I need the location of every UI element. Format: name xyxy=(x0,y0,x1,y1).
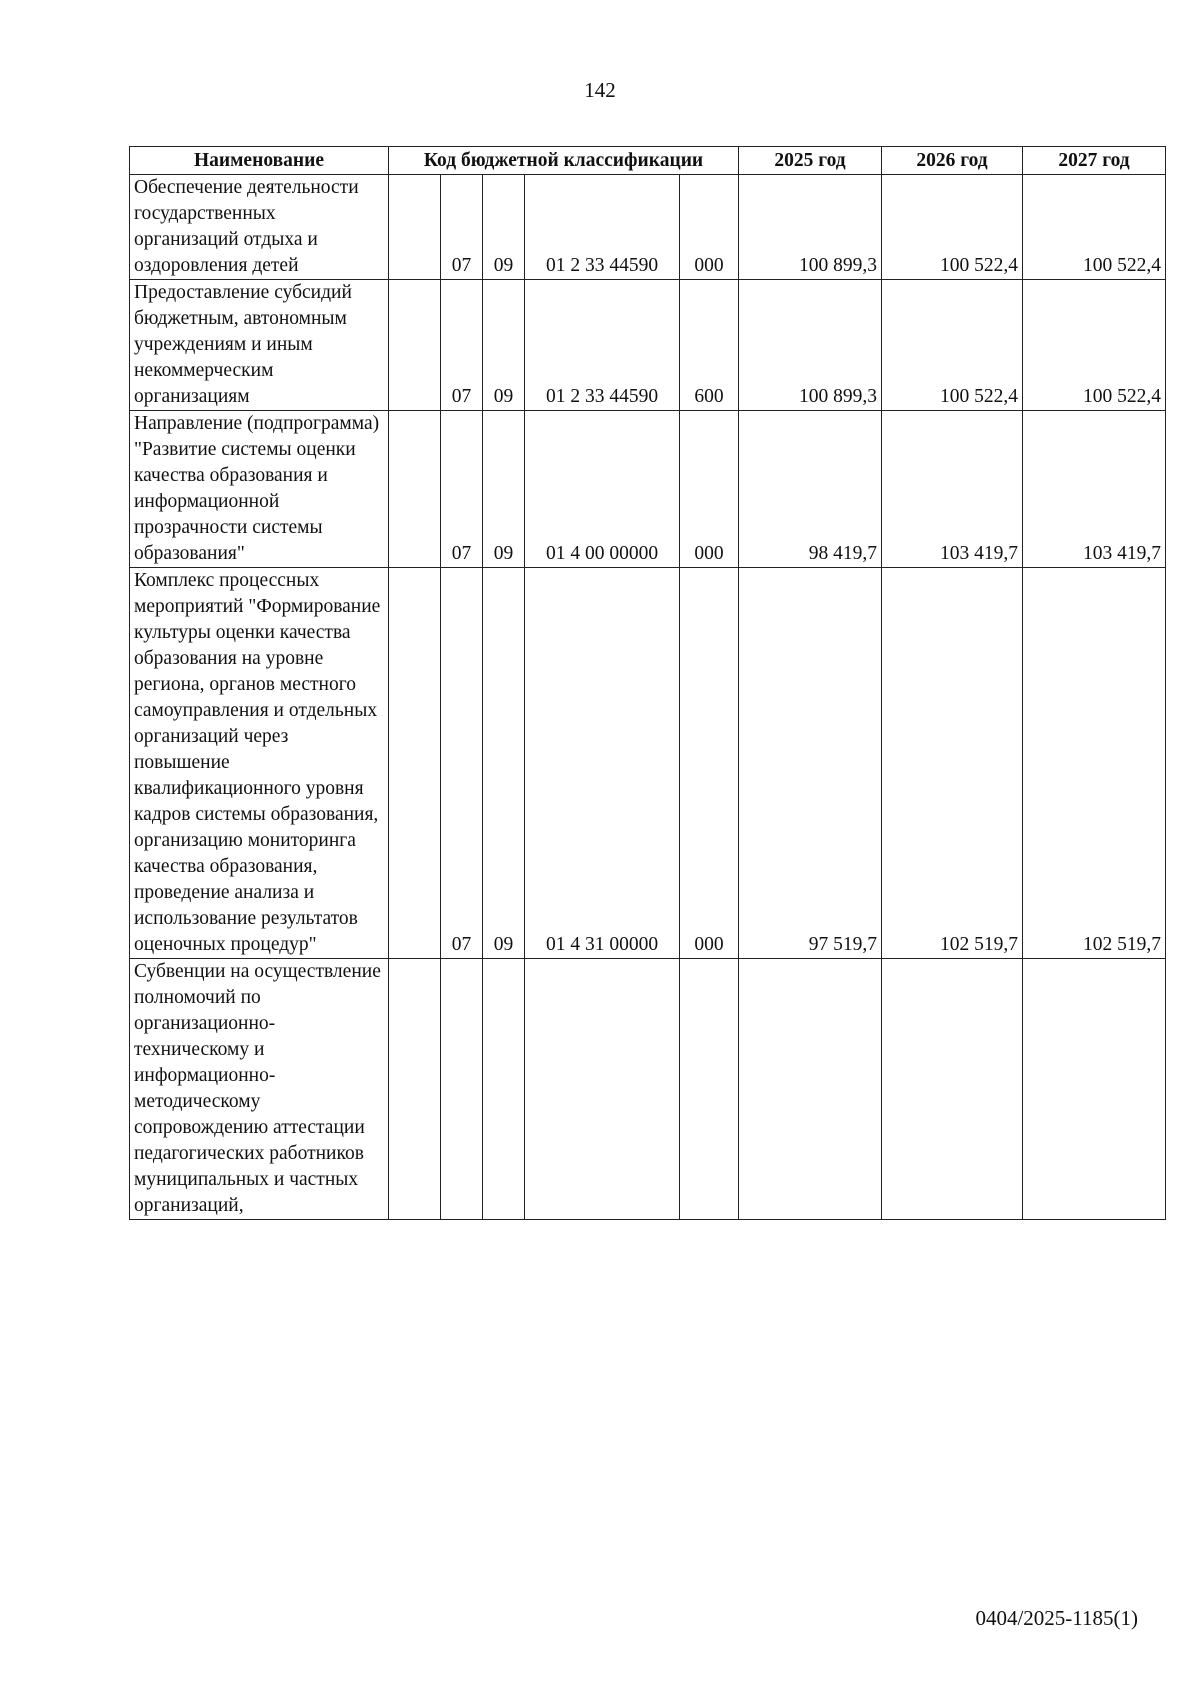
value-2026: 103 419,7 xyxy=(882,411,1023,568)
header-2025: 2025 год xyxy=(739,147,882,175)
document-code: 0404/2025-1185(1) xyxy=(975,1606,1138,1630)
code-subsection: 09 xyxy=(483,568,525,959)
code-part-0 xyxy=(389,568,441,959)
value-2026 xyxy=(882,959,1023,1220)
code-section: 07 xyxy=(441,568,483,959)
code-section: 07 xyxy=(441,280,483,411)
value-2026: 100 522,4 xyxy=(882,175,1023,280)
row-name: Комплекс процессных мероприятий "Формирование культуры оценки качества образования на уровне региона, органов местного самоуправления и отдельных организаций через повышение квалификационного уровня кадров системы образования, организацию мониторинга качества образования, проведение анализа и использование результатов оценочных процедур" xyxy=(130,568,389,959)
header-2027: 2027 год xyxy=(1023,147,1166,175)
code-subsection xyxy=(483,959,525,1220)
code-part-0 xyxy=(389,175,441,280)
code-expense-type xyxy=(680,959,739,1220)
value-2027: 100 522,4 xyxy=(1023,175,1166,280)
header-name: Наименование xyxy=(130,147,389,175)
value-2027: 102 519,7 xyxy=(1023,568,1166,959)
code-part-0 xyxy=(389,280,441,411)
header-2026: 2026 год xyxy=(882,147,1023,175)
code-target-article: 01 2 33 44590 xyxy=(525,175,680,280)
value-2026: 100 522,4 xyxy=(882,280,1023,411)
table-row xyxy=(130,568,1166,959)
value-2027: 100 522,4 xyxy=(1023,280,1166,411)
code-target-article: 01 2 33 44590 xyxy=(525,280,680,411)
code-target-article: 01 4 00 00000 xyxy=(525,411,680,568)
table-row xyxy=(130,280,1166,411)
code-expense-type: 000 xyxy=(680,411,739,568)
value-2025: 100 899,3 xyxy=(739,280,882,411)
code-section: 07 xyxy=(441,175,483,280)
row-name: Субвенции на осуществление полномочий по организационно-техническому и информационно-методическому сопровождению аттестации педагогических работников муниципальных и частных организаций, xyxy=(130,959,389,1220)
row-name: Обеспечение деятельности государственных организаций отдыха и оздоровления детей xyxy=(130,175,389,280)
value-2025: 97 519,7 xyxy=(739,568,882,959)
code-section: 07 xyxy=(441,411,483,568)
code-expense-type: 000 xyxy=(680,175,739,280)
code-expense-type: 000 xyxy=(680,568,739,959)
table-row xyxy=(130,175,1166,280)
code-subsection: 09 xyxy=(483,280,525,411)
page-number: 142 xyxy=(584,78,616,102)
row-name: Направление (подпрограмма) "Развитие системы оценки качества образования и информационной прозрачности системы образования" xyxy=(130,411,389,568)
table-header-row xyxy=(130,147,1166,175)
value-2026: 102 519,7 xyxy=(882,568,1023,959)
code-section xyxy=(441,959,483,1220)
code-part-0 xyxy=(389,411,441,568)
code-expense-type: 600 xyxy=(680,280,739,411)
budget-table xyxy=(129,146,1166,1220)
code-target-article: 01 4 31 00000 xyxy=(525,568,680,959)
code-subsection: 09 xyxy=(483,175,525,280)
value-2025: 98 419,7 xyxy=(739,411,882,568)
code-target-article xyxy=(525,959,680,1220)
value-2027 xyxy=(1023,959,1166,1220)
value-2025: 100 899,3 xyxy=(739,175,882,280)
table-row xyxy=(130,959,1166,1220)
code-subsection: 09 xyxy=(483,411,525,568)
row-name: Предоставление субсидий бюджетным, автономным учреждениям и иным некоммерческим организациям xyxy=(130,280,389,411)
value-2027: 103 419,7 xyxy=(1023,411,1166,568)
code-part-0 xyxy=(389,959,441,1220)
header-code: Код бюджетной классификации xyxy=(389,147,739,175)
value-2025 xyxy=(739,959,882,1220)
table-row xyxy=(130,411,1166,568)
